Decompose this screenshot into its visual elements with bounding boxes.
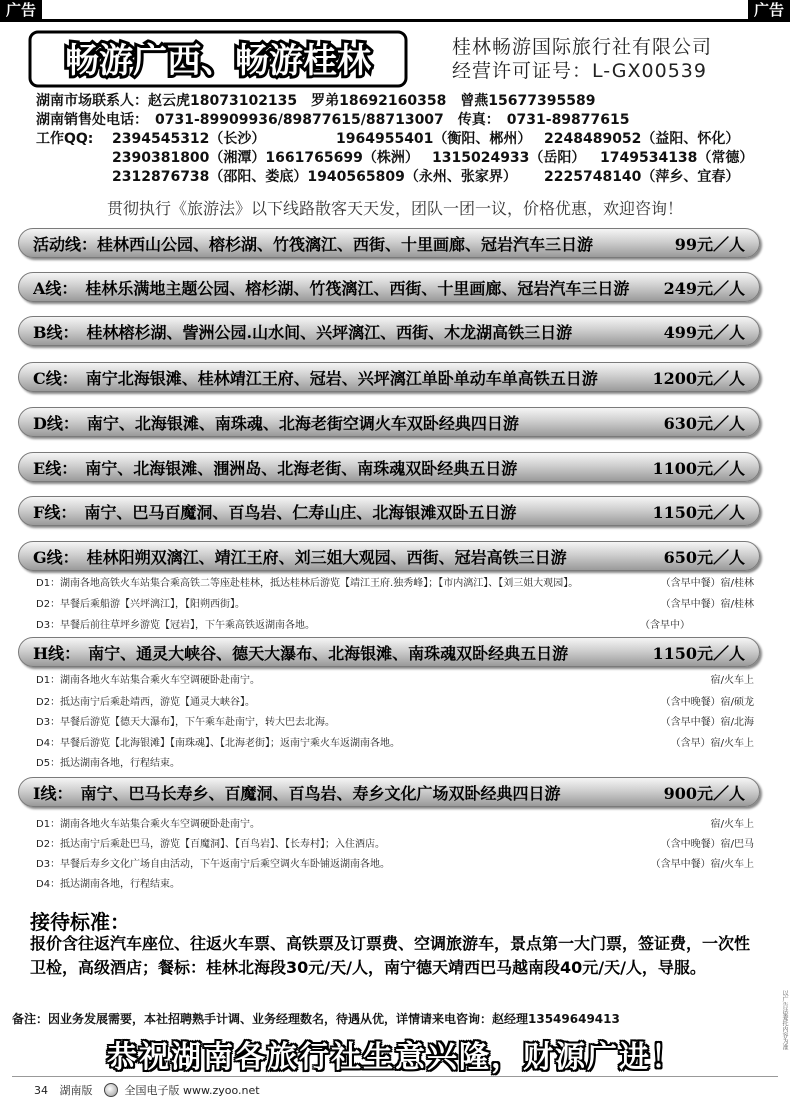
route-bar-f bbox=[18, 496, 760, 526]
bottom-rule bbox=[12, 1076, 778, 1077]
day-text: D1：湖南各地高铁火车站集合乘高铁二等座赴桂林，抵达桂林后游览【靖江王府.独秀峰】；【市内漓江】、【刘三姐大观园】。 bbox=[36, 578, 579, 589]
day-stay: （含早中餐）宿/火车上 bbox=[650, 859, 754, 870]
day-stay: （含中晚餐）宿/巴马 bbox=[660, 839, 754, 850]
day-text: D1：湖南各地火车站集合乘火车空调硬卧赴南宁。 bbox=[36, 819, 261, 830]
day-text: D5：抵达湖南各地，行程结束。 bbox=[36, 758, 181, 769]
day-text: D4：早餐后游览【北海银滩】【南珠魂】、【北海老街】；返南宁乘火车返湖南各地。 bbox=[36, 738, 401, 749]
route-title: C线： 南宁北海银滩、桂林靖江王府、冠岩、兴坪漓江单卧单动车单高铁五日游 bbox=[33, 368, 598, 388]
route-title: B线： 桂林榕杉湖、訾洲公园.山水间、兴坪漓江、西街、木龙湖高铁三日游 bbox=[33, 322, 573, 342]
qq-entry: 2394545312（长沙） bbox=[112, 131, 266, 147]
recruitment-note: 备注：因业务发展需要，本社招聘熟手计调、业务经理数名，待遇从优，详情请来电咨询：赵经理13549649413 bbox=[12, 1012, 620, 1026]
route-bar-activity bbox=[18, 228, 760, 258]
day-stay: 宿/火车上 bbox=[710, 819, 754, 830]
edition-label: 湖南版 bbox=[59, 1084, 93, 1097]
ad-tag-right: 广告 bbox=[748, 0, 790, 20]
service-standard-title: 接待标准： bbox=[30, 910, 130, 934]
qq-row-1 bbox=[36, 130, 776, 149]
day-stay: （含早）宿/火车上 bbox=[670, 738, 754, 749]
route-bar-d bbox=[18, 407, 760, 437]
route-price: 630元／人 bbox=[663, 413, 745, 433]
page-footer bbox=[34, 1082, 260, 1098]
route-title: H线： 南宁、通灵大峡谷、德天大瀑布、北海银滩、南珠魂双卧经典五日游 bbox=[33, 643, 569, 663]
route-price: 1100元／人 bbox=[652, 458, 745, 478]
ad-tag-left: 广告 bbox=[0, 0, 42, 20]
policy-motto: 贯彻执行《旅游法》以下线路散客天天发，团队一团一议，价格优惠，欢迎咨询！ bbox=[106, 199, 683, 218]
congratulations-banner: 恭祝湖南各旅行社生意兴隆，财源广进！ bbox=[107, 1040, 683, 1075]
route-bar-c bbox=[18, 362, 760, 392]
day-text: D2：抵达南宁后乘赴巴马，游览【百魔洞】、【百鸟岩】、【长寿村】；入住酒店。 bbox=[36, 839, 386, 850]
route-price: 1200元／人 bbox=[652, 368, 745, 388]
contacts-block bbox=[36, 92, 776, 187]
day-stay: （含早中餐）宿/北海 bbox=[660, 717, 754, 728]
route-price: 650元／人 bbox=[663, 547, 745, 567]
page-number: 34 bbox=[34, 1084, 48, 1097]
route-price: 1150元／人 bbox=[652, 502, 745, 522]
day-text: D3：早餐后游览【德天大瀑布】，下午乘车赴南宁，转大巴去北海。 bbox=[36, 717, 336, 728]
route-bar-b bbox=[18, 316, 760, 346]
qq-entry: 1964955401（衡阳、郴州） bbox=[336, 131, 532, 147]
day-meal: （含早中） bbox=[640, 620, 690, 631]
service-standard-text: 报价含往返汽车座位、往返火车票、高铁票及订票费、空调旅游车，景点第一大门票，签证费，一次性卫检，高级酒店；餐标：桂林北海段30元/天/人，南宁德天靖西巴马越南段40元/天/人，导服。 bbox=[30, 934, 751, 977]
logo-text: 畅游广西、畅游桂林 bbox=[65, 41, 371, 81]
qq-entry: 2312876738（邵阳、娄底）1940565809（永州、张家界） bbox=[112, 169, 517, 185]
route-price: 99元／人 bbox=[674, 234, 745, 254]
route-title: G线： 桂林阳朔双漓江、靖江王府、刘三姐大观园、西街、冠岩高铁三日游 bbox=[33, 547, 567, 567]
license-number: 经营许可证号：L-GX00539 bbox=[452, 60, 707, 82]
qq-entry: 1315024933（岳阳） bbox=[432, 150, 586, 166]
route-price: 249元／人 bbox=[663, 278, 745, 298]
route-title: 活动线：桂林西山公园、榕杉湖、竹筏漓江、西街、十里画廊、冠岩汽车三日游 bbox=[33, 234, 594, 254]
route-price: 900元／人 bbox=[663, 783, 745, 803]
brand-logo bbox=[28, 30, 408, 88]
top-rule bbox=[0, 19, 790, 22]
day-text: D2：抵达南宁后乘赴靖西，游览【通灵大峡谷】。 bbox=[36, 697, 256, 708]
day-stay: （含早中餐）宿/桂林 bbox=[660, 599, 754, 610]
qq-entry: 2390381800（湘潭）1661765699（株洲） bbox=[112, 150, 419, 166]
website-link[interactable]: 全国电子版 www.zyoo.net bbox=[124, 1084, 260, 1097]
day-stay: （含中晚餐）宿/硕龙 bbox=[660, 697, 754, 708]
company-name: 桂林畅游国际旅行社有限公司 bbox=[452, 36, 713, 58]
day-text: D1：湖南各地火车站集合乘火车空调硬卧赴南宁。 bbox=[36, 675, 261, 686]
qq-entry: 2225748140（萍乡、宜春） bbox=[544, 169, 740, 185]
route-bar-e bbox=[18, 452, 760, 482]
qq-row-3 bbox=[36, 168, 776, 187]
qq-label: 工作QQ: bbox=[36, 131, 94, 147]
day-text: D3：早餐后前往草坪乡游览【冠岩】，下午乘高铁返湖南各地。 bbox=[36, 620, 316, 631]
route-bar-a bbox=[18, 272, 760, 302]
side-disclaimer: 以广告法委托内容为准 bbox=[781, 990, 788, 1050]
qq-entry: 1749534138（常德） bbox=[600, 150, 754, 166]
globe-icon bbox=[104, 1083, 118, 1097]
qq-entry: 2248489052（益阳、怀化） bbox=[544, 131, 740, 147]
route-title: I线： 南宁、巴马长寿乡、百魔洞、百鸟岩、寿乡文化广场双卧经典四日游 bbox=[33, 783, 561, 803]
qq-row-2 bbox=[36, 149, 776, 168]
route-bar-i bbox=[18, 777, 760, 807]
route-title: E线： 南宁、北海银滩、涠洲岛、北海老街、南珠魂双卧经典五日游 bbox=[33, 458, 518, 478]
day-stay: （含早中餐）宿/桂林 bbox=[660, 578, 754, 589]
route-price: 499元／人 bbox=[663, 322, 745, 342]
day-text: D2：早餐后乘船游【兴坪漓江】，【阳朔西街】。 bbox=[36, 599, 246, 610]
route-title: D线： 南宁、北海银滩、南珠魂、北海老街空调火车双卧经典四日游 bbox=[33, 413, 519, 433]
day-stay: 宿/火车上 bbox=[710, 675, 754, 686]
day-text: D3：早餐后寿乡文化广场自由活动，下午返南宁后乘空调火车卧铺返湖南各地。 bbox=[36, 859, 391, 870]
route-price: 1150元／人 bbox=[652, 643, 745, 663]
route-bar-h bbox=[18, 637, 760, 667]
day-text: D4：抵达湖南各地，行程结束。 bbox=[36, 879, 181, 890]
hunan-office-phone: 湖南销售处电话： 0731-89909936/89877615/88713007 传真： 0731-89877615 bbox=[36, 112, 630, 128]
hunan-market-contacts: 湖南市场联系人：赵云虎18073102135 罗弟18692160358 曾燕15677395589 bbox=[36, 93, 596, 109]
route-bar-g bbox=[18, 541, 760, 571]
route-title: A线： 桂林乐满地主题公园、榕杉湖、竹筏漓江、西街、十里画廊、冠岩汽车三日游 bbox=[33, 278, 630, 298]
route-title: F线： 南宁、巴马百魔洞、百鸟岩、仁寿山庄、北海银滩双卧五日游 bbox=[33, 502, 517, 522]
